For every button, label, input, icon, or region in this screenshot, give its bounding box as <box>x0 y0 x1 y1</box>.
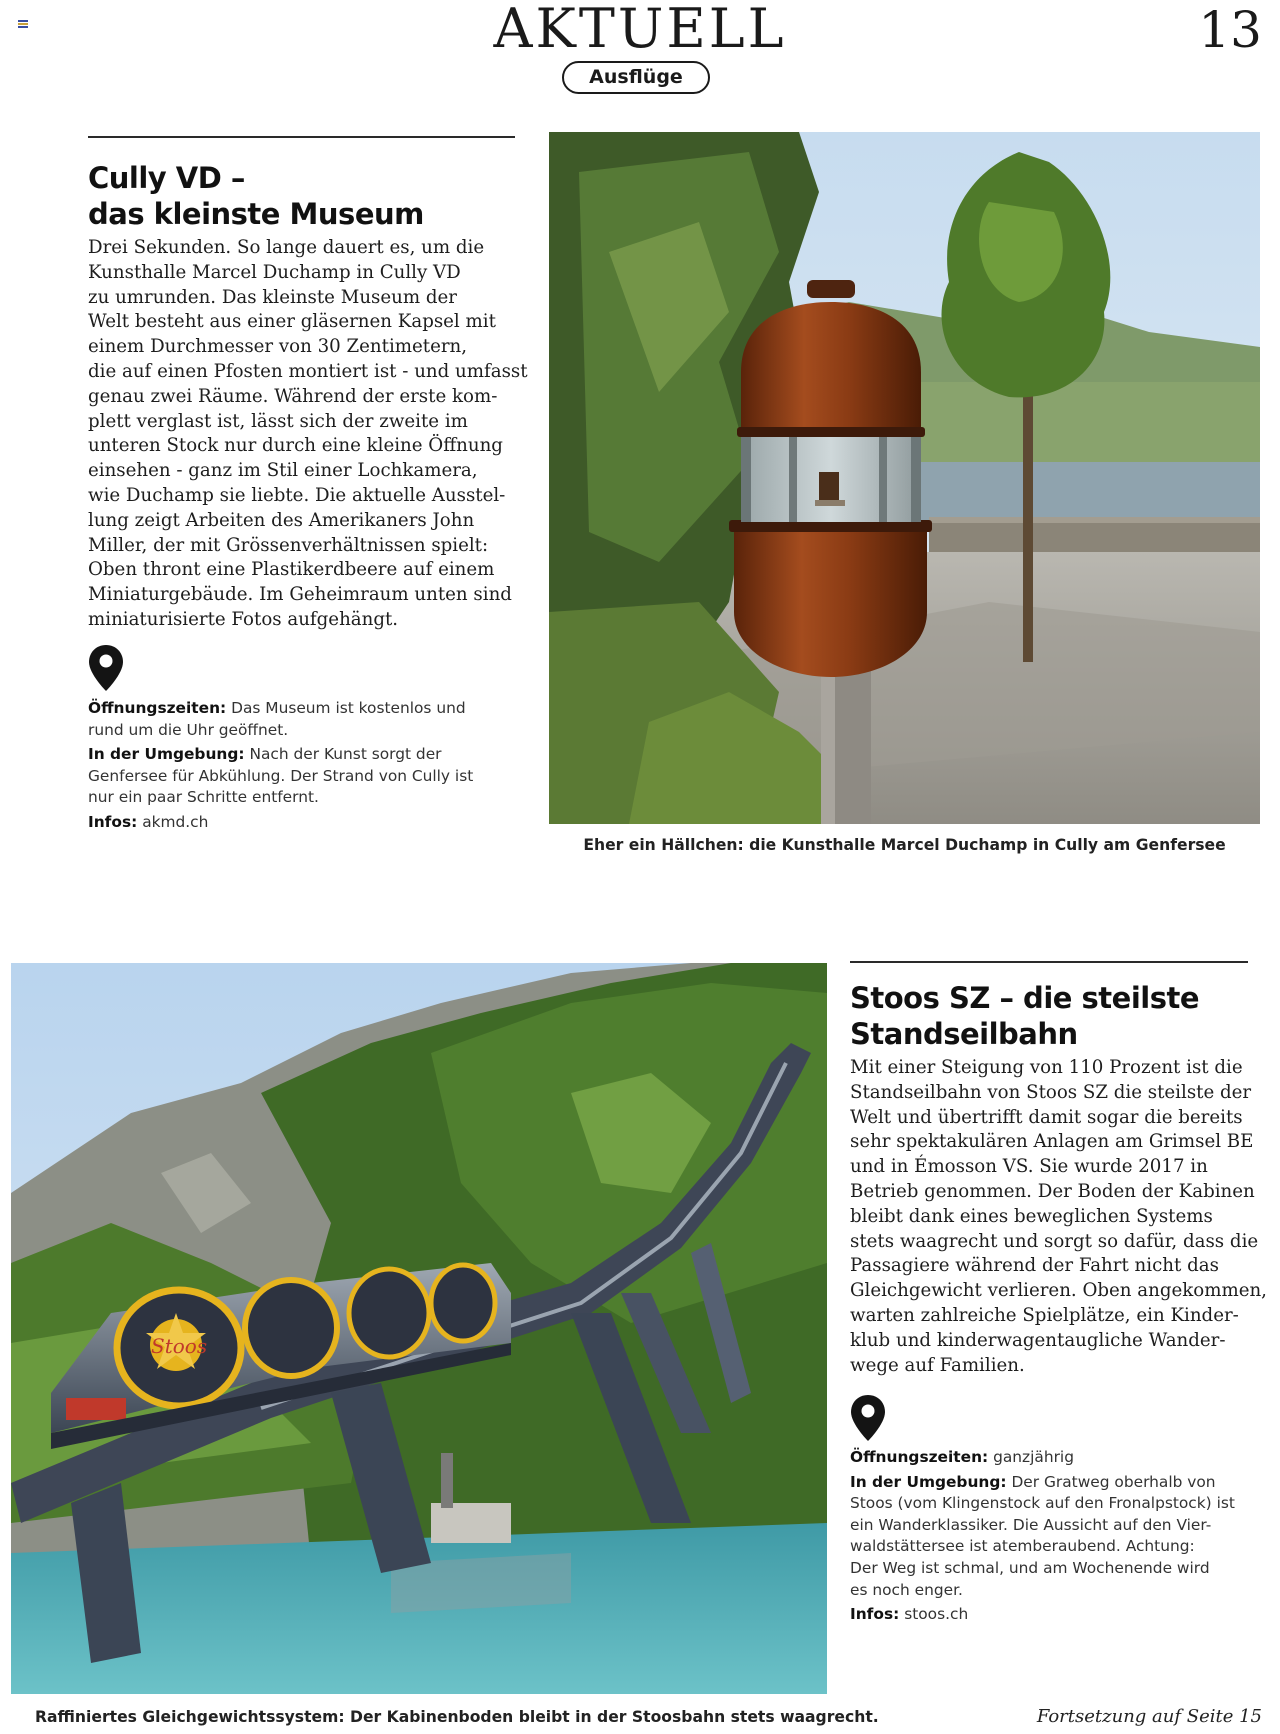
info-line: Stoos (vom Klingenstock auf den Fronalpstock) ist <box>850 1494 1235 1513</box>
section-title: AKTUELL <box>493 0 787 60</box>
body-line: Passagiere während der Fahrt nicht das <box>850 1255 1219 1277</box>
article1-infos-label: Infos: <box>88 812 138 831</box>
article2-opening-label: Öffnungszeiten: <box>850 1448 989 1466</box>
article2-headline-line2: Standseilbahn <box>850 1017 1078 1051</box>
body-line: sehr spektakulären Anlagen am Grimsel BE <box>850 1131 1254 1153</box>
body-line: Drei Sekunden. So lange dauert es, um die <box>88 237 485 258</box>
body-line: zu umrunden. Das kleinste Museum der <box>88 286 457 308</box>
location-pin-icon <box>850 1394 886 1442</box>
article2-info-box <box>850 1447 1270 1627</box>
article1-opening-hours <box>88 698 528 741</box>
body-line: klub und kinderwagentaugliche Wander- <box>850 1329 1226 1351</box>
info-line: Genfersee für Abkühlung. Der Strand von Cully ist <box>88 766 474 785</box>
body-line: plett verglast ist, lässt sich der zweite im <box>88 410 468 432</box>
body-line: Mit einer Steigung von 110 Prozent ist die <box>850 1057 1243 1078</box>
article2-body <box>850 1056 1270 1378</box>
body-line: wie Duchamp sie liebte. Die aktuelle Ausstel- <box>88 484 506 506</box>
body-line: Miniaturgebäude. Im Geheimraum unten sind <box>88 584 512 606</box>
article1-info-box <box>88 698 528 835</box>
body-line: Kunsthalle Marcel Duchamp in Cully VD <box>88 261 461 283</box>
train-logo-text: Stoos <box>151 1334 208 1358</box>
body-line: Miller, der mit Grössenverhältnissen spielt: <box>88 534 489 556</box>
info-line: Der Weg ist schmal, und am Wochenende wird <box>850 1558 1210 1577</box>
article2-infos <box>850 1604 1270 1626</box>
body-line: Standseilbahn von Stoos SZ die steilste der <box>850 1081 1252 1103</box>
article2-headline <box>850 980 1270 1052</box>
article1-infos <box>88 812 528 834</box>
body-line: Betrieb genommen. Der Boden der Kabinen <box>850 1180 1255 1202</box>
stoosbahn-photo-caption: Raffiniertes Gleichgewichtssystem: Der Kabinenboden bleibt in der Stoosbahn stets waagrecht. <box>35 1708 879 1726</box>
article2-infos-link[interactable]: stoos.ch <box>904 1605 969 1624</box>
article1-infos-link[interactable]: akmd.ch <box>142 812 209 831</box>
body-line: lung zeigt Arbeiten des Amerikaners John <box>88 509 475 531</box>
article1-body <box>88 236 528 633</box>
article1-headline <box>88 160 518 232</box>
article1-top-rule <box>88 136 515 138</box>
article1-surroundings <box>88 744 528 809</box>
stoosbahn-photo <box>11 963 827 1694</box>
body-line: einsehen - ganz im Stil einer Lochkamera, <box>88 460 478 482</box>
kunsthalle-photo <box>549 132 1260 824</box>
body-line: miniaturisierte Fotos aufgehängt. <box>88 608 399 630</box>
article1-headline-line1: Cully VD – <box>88 161 245 195</box>
body-line: stets waagrecht und sorgt so dafür, dass die <box>850 1230 1259 1252</box>
info-line: nur ein paar Schritte entfernt. <box>88 788 319 807</box>
body-line: einem Durchmesser von 30 Zentimetern, <box>88 336 468 358</box>
body-line: die auf einen Pfosten montiert ist - und umfasst <box>88 360 528 382</box>
stoosbahn-illustration <box>11 963 827 1694</box>
body-line: Oben thront eine Plastikerdbeere auf einem <box>88 559 495 581</box>
article1-surroundings-label: In der Umgebung: <box>88 745 245 764</box>
body-line: genau zwei Räume. Während der erste kom- <box>88 385 498 407</box>
body-line: Gleichgewicht verlieren. Oben angekommen, <box>850 1280 1267 1302</box>
body-line: unteren Stock nur durch eine kleine Öffnung <box>88 435 503 457</box>
info-line: Nach der Kunst sorgt der <box>249 745 442 764</box>
info-line: rund um die Uhr geöffnet. <box>88 720 289 739</box>
body-line: Welt und übertrifft damit sogar die bereits <box>850 1106 1243 1128</box>
article2-infos-label: Infos: <box>850 1605 900 1624</box>
info-line: Der Gratweg oberhalb von <box>1011 1472 1216 1491</box>
body-line: Welt besteht aus einer gläsernen Kapsel mit <box>88 311 496 333</box>
continuation-note: Fortsetzung auf Seite 15 <box>1036 1706 1262 1727</box>
article1-headline-line2: das kleinste Museum <box>88 197 424 231</box>
info-line: Das Museum ist kostenlos und <box>231 699 466 717</box>
location-pin-icon <box>88 644 124 692</box>
article2-opening-hours <box>850 1447 1270 1469</box>
kunsthalle-photo-caption: Eher ein Hällchen: die Kunsthalle Marcel Duchamp in Cully am Genfersee <box>583 836 1226 854</box>
category-pill: Ausflüge <box>562 61 710 94</box>
info-line: es noch enger. <box>850 1580 963 1599</box>
article1-opening-label: Öffnungszeiten: <box>88 699 227 717</box>
page-number: 13 <box>1198 1 1262 59</box>
body-line: warten zahlreiche Spielplätze, ein Kinder- <box>850 1304 1239 1326</box>
body-line: wege auf Familien. <box>850 1354 1025 1376</box>
info-line: ganzjährig <box>993 1448 1074 1466</box>
article2-headline-line1: Stoos SZ – die steilste <box>850 981 1199 1015</box>
article2-surroundings <box>850 1472 1270 1602</box>
body-line: bleibt dank eines beweglichen Systems <box>850 1205 1213 1227</box>
article2-top-rule <box>850 961 1248 963</box>
info-line: ein Wanderklassiker. Die Aussicht auf den Vier- <box>850 1515 1212 1534</box>
info-line: waldstättersee ist atemberaubend. Achtung: <box>850 1537 1195 1556</box>
kunsthalle-illustration <box>549 132 1260 824</box>
body-line: und in Émosson VS. Sie wurde 2017 in <box>850 1156 1208 1178</box>
article2-surroundings-label: In der Umgebung: <box>850 1472 1007 1491</box>
